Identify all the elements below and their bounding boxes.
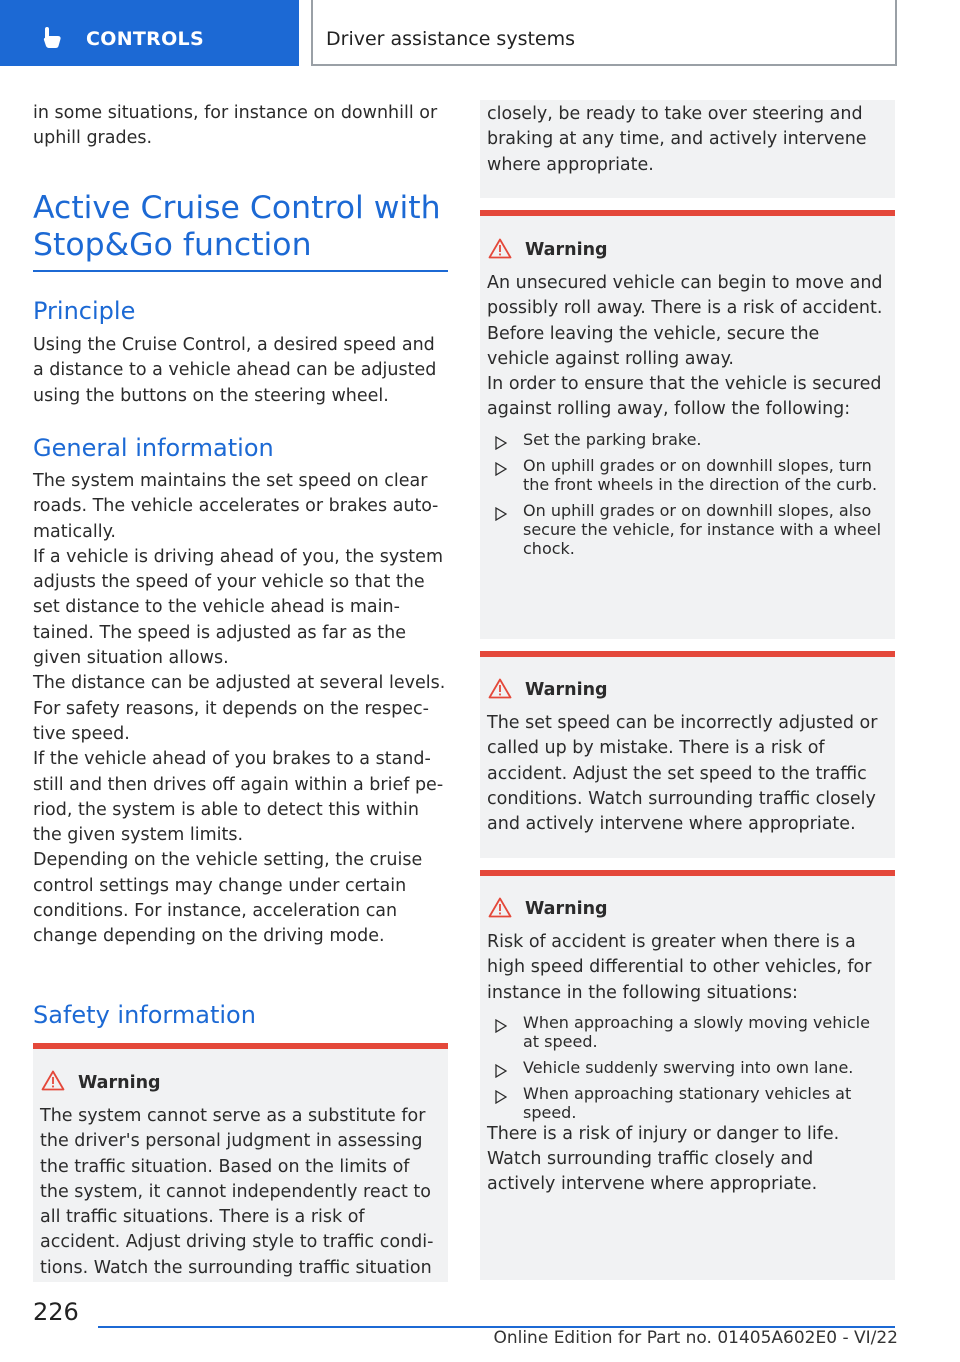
list-item [487,456,887,494]
general-paragraph-1: The system maintains the set speed on clear roads. The vehicle accelerates or brakes automatically. [33,471,439,542]
warning-continued-text: closely, be ready to take over steering and braking at any time, and actively intervene where appropriate. [487,104,867,175]
warning-text: The set speed can be incorrectly adjusted or called up by mistake. There is a risk of accident. Adjust the set speed to the traffic conditions. Watch surrounding traffic closely and actively intervene where appropriate. [487,713,878,835]
list-item [487,1013,887,1051]
section-tab [311,0,897,66]
general-paragraph-4: If the vehicle ahead of you brakes to a standstill and then drives off again within a brief period, the system is able to detect this within the given system limits. [33,749,444,846]
warning-box-1 [33,1043,448,1282]
warning-title: Warning [78,1073,161,1093]
list-item-text: When approaching stationary vehicles at speed. [523,1083,852,1122]
warning-triangle-icon [488,678,512,699]
list-item [487,1058,887,1077]
general-paragraph-2: If a vehicle is driving ahead of you, the system adjusts the speed of your vehicle so that the set distance to the vehicle ahead is maintained. The speed is adjusted as far as the given situation allows. [33,546,443,669]
warning-bar [480,210,895,216]
general-paragraph-3: The distance can be adjusted at several levels. For safety reasons, it depends on the respective speed. [33,673,446,744]
warning-triangle-icon [488,238,512,259]
list-item [487,430,887,449]
bullet-triangle-icon [495,436,507,450]
warning-triangle-icon [41,1070,65,1091]
warning-text: The system cannot serve as a substitute for the driver's personal judgment in assessing the traffic situation. Based on the limits of the system, it cannot independently react to all traffic situations. There is a risk of accident. Adjust driving style to traffic conditions. Watch the surrounding traffic situation [40,1106,434,1278]
warning-paragraph-1: An unsecured vehicle can begin to move and possibly roll away. There is a risk of accident. Before leaving the vehicle, secure the vehicle against rolling away. [487,273,883,369]
warning-box-4 [480,870,895,1280]
principle-paragraph: Using the Cruise Control, a desired speed and a distance to a vehicle ahead can be adjusted using the buttons on the steering wheel. [33,335,437,406]
warning-bar [33,1043,448,1049]
page-title-line1: Active Cruise Control with [33,190,441,226]
chapter-label: CONTROLS [86,28,204,50]
warning-content [487,271,887,558]
list-item-text: On uphill grades or on downhill slopes, turn the front wheels in the direction of the curb. [523,455,878,494]
warning-bar [480,870,895,876]
warning-title: Warning [525,680,608,700]
warning-box-2 [480,210,895,639]
list-item-text: Set the parking brake. [523,429,702,449]
list-item-text: Vehicle suddenly swerving into own lane. [523,1057,854,1077]
warning-paragraph-2: In order to ensure that the vehicle is secured against rolling away, follow the following: [487,374,882,420]
warning-box-3 [480,651,895,858]
general-paragraph-5: Depending on the vehicle setting, the cruise control settings may change under certain conditions. For instance, acceleration can change depending on the driving mode. [33,850,423,947]
page-header [0,0,960,66]
heading-general-information: General information [33,434,274,462]
warning-triangle-icon [488,897,512,918]
warning-bar [480,651,895,657]
warning-paragraph-2: There is a risk of injury or danger to life. Watch surrounding traffic closely and actively intervene where appropriate. [487,1123,840,1195]
bullet-triangle-icon [495,1064,507,1078]
list-item-text: On uphill grades or on downhill slopes, also secure the vehicle, for instance with a wheel chock. [523,500,882,558]
bullet-triangle-icon [495,462,507,476]
list-item-text: When approaching a slowly moving vehicle at speed. [523,1012,870,1051]
section-label: Driver assistance systems [326,28,576,50]
chapter-tab-controls[interactable] [0,0,299,66]
warning-box-continued [480,100,895,198]
page-number: 226 [33,1298,79,1326]
bullet-triangle-icon [495,1019,507,1033]
intro-paragraph: in some situations, for instance on downhill or uphill grades. [33,103,438,149]
heading-safety-information: Safety information [33,1001,256,1029]
pointing-hand-icon [40,24,66,50]
general-information-text [33,469,448,950]
list-item [487,501,887,558]
edition-note: Online Edition for Part no. 01405A602E0 - VI/22 [493,1328,898,1348]
warning-title: Warning [525,899,608,919]
warning-content [487,930,887,1198]
bullet-triangle-icon [495,1090,507,1104]
bullet-triangle-icon [495,507,507,521]
list-item [487,1084,887,1122]
title-divider [33,270,448,272]
warning-paragraph-1: Risk of accident is greater when there is a high speed differential to other vehicles, for instance in the following situations: [487,932,872,1003]
page-title-line2: Stop&Go function [33,227,312,263]
warning-title: Warning [525,240,608,260]
page-title [33,190,448,264]
heading-principle: Principle [33,297,136,325]
